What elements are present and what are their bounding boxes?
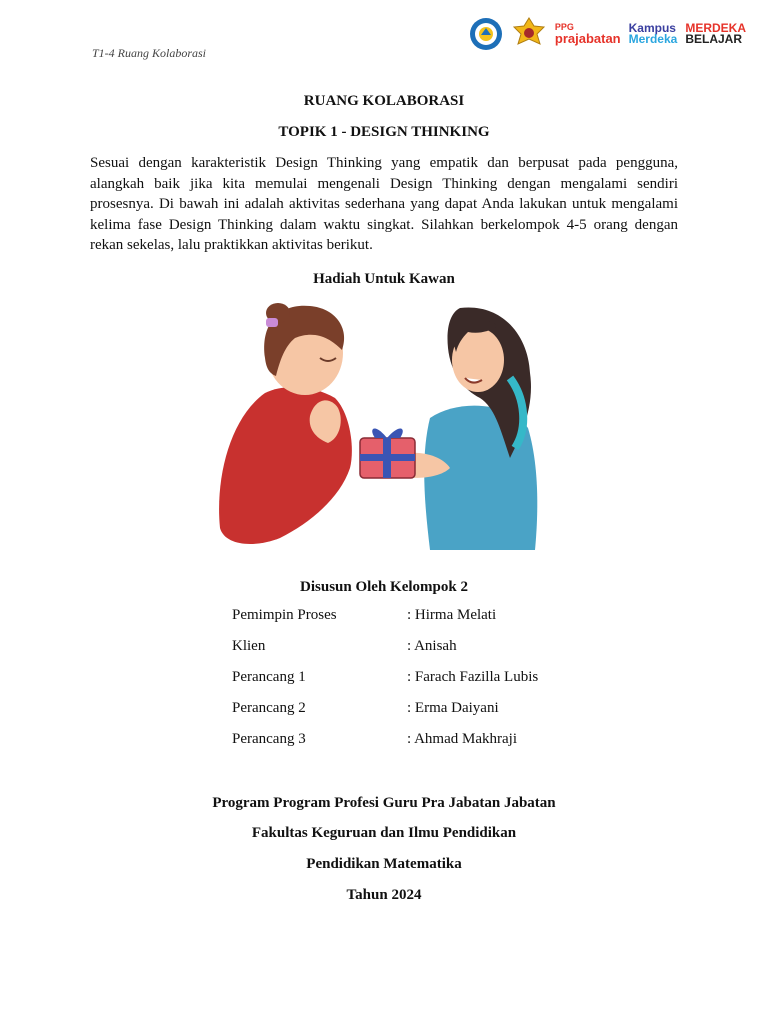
woman-red-shirt <box>219 303 352 544</box>
year-title: Tahun 2024 <box>346 887 422 903</box>
gift-box <box>360 429 415 478</box>
university-emblem-logo <box>511 16 547 52</box>
program-title: Program Program Profesi Guru Pra Jabatan Jabatan <box>212 795 556 811</box>
prajabatan-label: prajabatan <box>554 31 621 46</box>
activity-title: Hadiah Untuk Kawan <box>313 271 455 287</box>
member-name: : Farach Fazilla Lubis <box>407 669 539 685</box>
group-heading: Disusun Oleh Kelompok 2 <box>300 579 468 595</box>
member-role: Klien <box>232 638 266 654</box>
gift-illustration <box>210 298 550 558</box>
tut-wuri-logo <box>469 17 503 51</box>
main-title: RUANG KOLABORASI <box>303 93 465 109</box>
intro-paragraph: Sesuai dengan karakteristik Design Thinking yang empatik dan berpusat pada pengguna, alangkah baik jika kita memulai mengenali Design Thinking dengan mengalami sendiri prosesnya. Di bawah ini adalah aktivitas sederhana yang dapat Anda lakukan untuk mengalami kelima fase Design Thinking dalam waktu singkat. Silahkan berkelompok 4-5 orang dengan rekan sekelas, lalu praktikkan aktivitas berikut. <box>90 155 678 253</box>
merdeka-belajar-bottom: BELAJAR <box>685 32 742 46</box>
header-logos <box>469 14 746 54</box>
member-role: Perancang 1 <box>232 669 306 685</box>
member-role: Pemimpin Proses <box>232 607 337 623</box>
topic-title: TOPIK 1 - DESIGN THINKING <box>278 124 490 140</box>
woman-blue-shirt <box>390 307 537 550</box>
ppg-label: PPG <box>554 22 574 32</box>
ppg-prajabatan-logo <box>555 23 621 45</box>
member-role: Perancang 2 <box>232 700 306 716</box>
kampus-label: Kampus <box>628 20 676 35</box>
member-name: : Anisah <box>407 638 457 654</box>
member-name: : Erma Daiyani <box>407 700 499 716</box>
member-name: : Hirma Melati <box>407 607 497 623</box>
merdeka-label: Merdeka <box>628 32 678 46</box>
kampus-merdeka-logo <box>628 20 678 46</box>
member-name: : Ahmad Makhraji <box>407 731 517 747</box>
merdeka-belajar-logo <box>685 20 746 46</box>
merdeka-belajar-top: MERDEKA <box>685 20 746 35</box>
department-title: Pendidikan Matematika <box>306 856 462 872</box>
member-role: Perancang 3 <box>232 731 306 747</box>
faculty-title: Fakultas Keguruan dan Ilmu Pendidikan <box>251 825 517 841</box>
header-label: T1-4 Ruang Kolaborasi <box>92 46 207 60</box>
